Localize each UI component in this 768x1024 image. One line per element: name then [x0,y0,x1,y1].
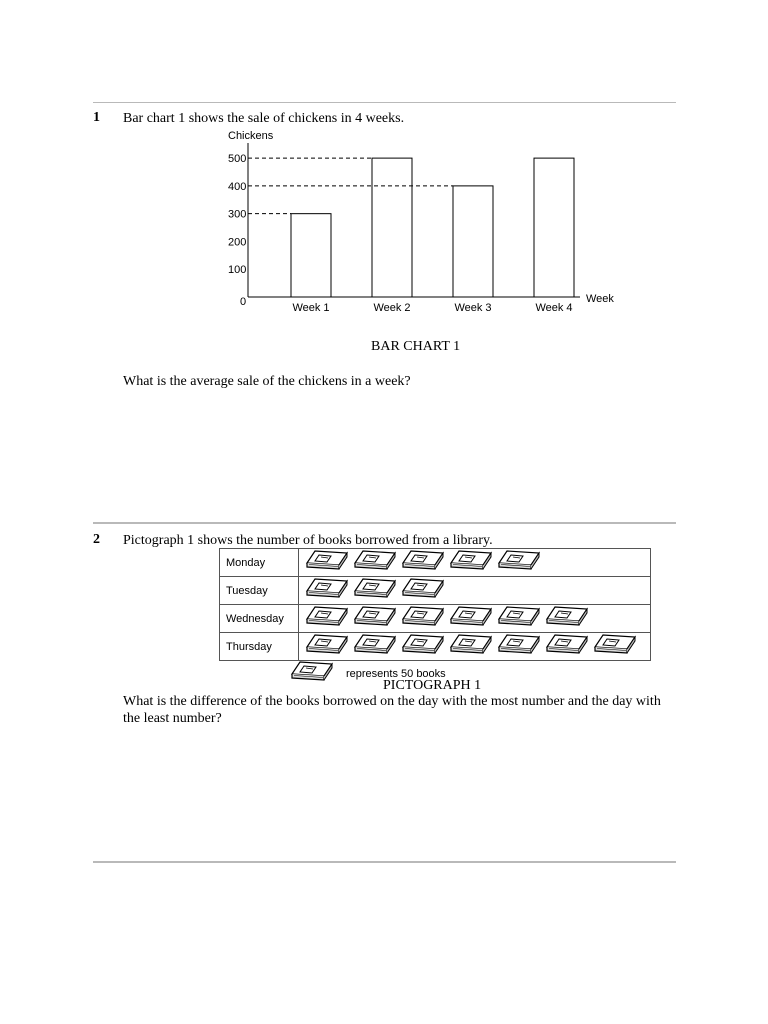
question-1-prompt: Bar chart 1 shows the sale of chickens in 4 weeks. [123,111,405,126]
book-icons [299,549,651,577]
book-icon [401,549,445,576]
book-icon [401,633,445,660]
y-tick-label: 400 [228,180,247,193]
x-tick-label: Week 2 [373,302,411,314]
pictograph-row [220,605,651,633]
bar [372,158,412,297]
x-tick-label: Week 4 [535,302,573,314]
book-icon [401,605,445,632]
bar [291,214,331,297]
book-icon [401,577,445,604]
book-icon [449,605,493,632]
pictograph-table [219,548,651,661]
bar-chart-caption: BAR CHART 1 [371,339,461,354]
top-divider [93,102,676,103]
bar [534,158,574,297]
book-icon [545,605,589,632]
book-icon [449,549,493,576]
book-icon [305,605,349,632]
book-icons [299,577,651,605]
book-icon [545,633,589,660]
y-axis-label: Chickens [228,130,274,142]
x-tick-label: Week 3 [454,302,492,314]
pictograph-row [220,577,651,605]
y-tick-label: 500 [228,153,247,166]
book-icon [497,549,541,576]
day-label: Monday [220,549,299,577]
middle-divider [93,522,676,524]
question-2-text: What is the difference of the books borrowed on the day with the most number and the day with the least number? [123,694,661,726]
y-tick-label: 300 [228,208,247,221]
legend-text: represents 50 books [346,667,446,680]
book-icon [449,633,493,660]
bottom-divider [93,861,676,863]
book-icon [290,660,334,687]
day-label: Thursday [220,633,299,661]
bar [453,186,493,297]
question-2-number: 2 [93,532,100,547]
book-icon [353,577,397,604]
pictograph-row [220,633,651,661]
question-1-text: What is the average sale of the chickens in a week? [123,374,411,389]
book-icon [353,605,397,632]
book-icon [353,633,397,660]
book-icon [305,549,349,576]
book-icons [299,633,651,661]
y-tick-label: 200 [228,236,247,249]
book-icon [353,549,397,576]
book-icons [299,605,651,633]
pictograph-caption: PICTOGRAPH 1 [383,678,482,693]
x-axis-label: Week [586,293,614,305]
y-tick-label: 0 [240,296,247,308]
y-tick-label: 100 [228,264,247,277]
question-1-number: 1 [93,110,100,125]
book-icon [497,633,541,660]
question-2-prompt: Pictograph 1 shows the number of books borrowed from a library. [123,533,493,548]
bar-chart-1 [200,125,630,320]
day-label: Tuesday [220,577,299,605]
book-icon [593,633,637,660]
day-label: Wednesday [220,605,299,633]
book-icon [497,605,541,632]
pictograph-row [220,549,651,577]
book-icon [305,633,349,660]
book-icon [305,577,349,604]
x-tick-label: Week 1 [292,302,330,314]
